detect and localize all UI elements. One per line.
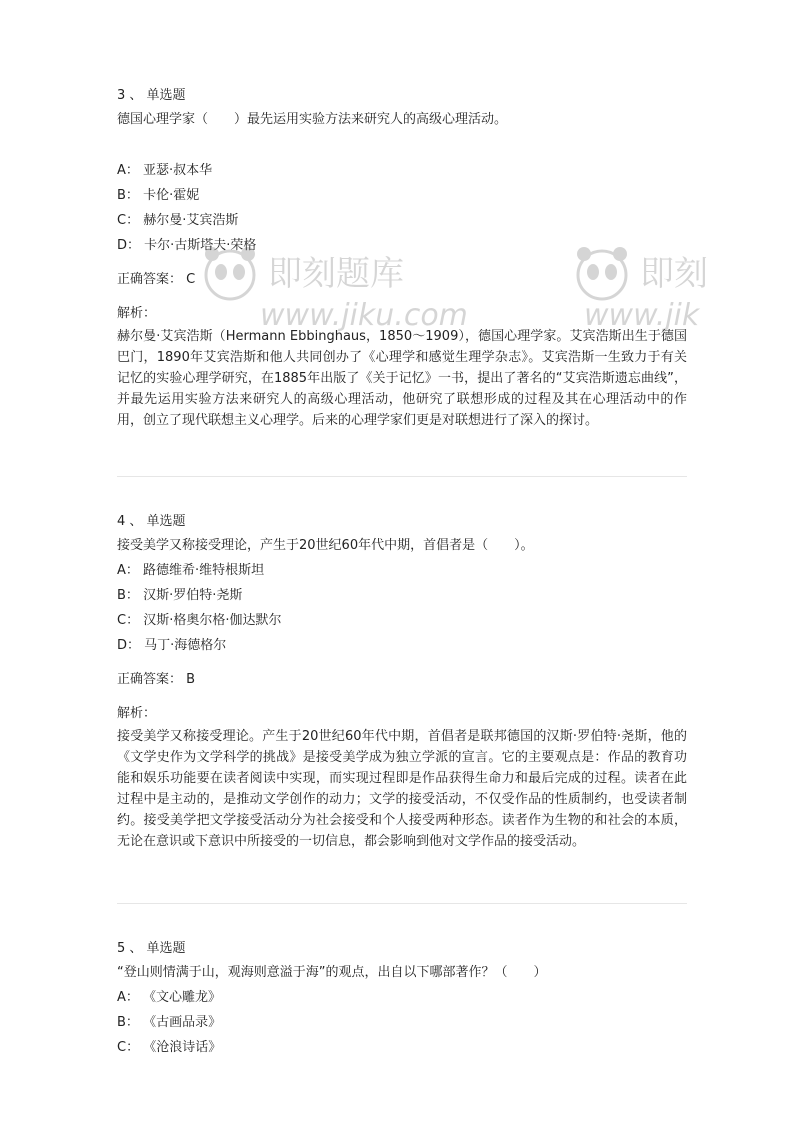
correct-answer: [117, 668, 687, 692]
answer-label: 正确答案：: [117, 272, 183, 287]
question-type: 3 、 单选题: [117, 88, 186, 103]
option-text: 《文心雕龙》: [143, 990, 222, 1005]
option-key: C：: [117, 613, 140, 628]
question-3: [117, 84, 687, 431]
analysis-text: 赫尔曼·艾宾浩斯（Hermann Ebbinghaus，1850～1909），德国心理学家。艾宾浩斯出生于德国巴门，1890年艾宾浩斯和他人共同创办了《心理学和感觉生理学杂志》。艾宾浩斯一生致力于有关记忆的实验心理学研究，在1885年出版了《关于记忆》一书，提出了著名的“艾宾浩斯遗忘曲线”，并最先运用实验方法来研究人的高级心理活动，他研究了联想形成的过程及其在心理活动中的作用，创立了现代联想主义心理学。后来的心理学家们更是对联想进行了深入的探讨。: [117, 329, 687, 428]
option-key: B：: [117, 588, 139, 603]
option-key: D：: [117, 238, 141, 253]
option-text: 汉斯·格奥尔格·伽达默尔: [143, 613, 282, 628]
option-d: [117, 633, 687, 658]
question-5: [117, 937, 687, 1060]
option-c: [117, 608, 687, 633]
option-b: [117, 1010, 687, 1035]
option-text: 亚瑟·叔本华: [143, 163, 213, 178]
question-divider: [117, 903, 687, 904]
analysis-label: 解析：: [117, 706, 157, 721]
watermark-url: www.jiku.com: [260, 298, 468, 333]
watermark-brand: 即刻题库: [268, 254, 404, 294]
answer-label: 正确答案：: [117, 672, 183, 687]
option-a: [117, 985, 687, 1010]
analysis-label: 解析：: [117, 306, 157, 321]
analysis-text: 接受美学又称接受理论。产生于20世纪60年代中期，首倡者是联邦德国的汉斯·罗伯特·尧斯，他的《文学史作为文学科学的挑战》是接受美学成为独立学派的宣言。它的主要观点是：作品的教育功能和娱乐功能要在读者阅读中实现，而实现过程即是作品获得生命力和最后完成的过程。读者在此过程中是主动的，是推动文学创作的动力；文学的接受活动，不仅受作品的性质制约，也受读者制约。接受美学把文学接受活动分为社会接受和个人接受两种形态。读者作为生物的和社会的本质，无论在意识或下意识中所接受的一切信息，都会影响到他对文学作品的接受活动。: [117, 729, 687, 849]
question-4: [117, 510, 687, 852]
option-c: [117, 1035, 687, 1060]
option-text: 卡伦·霍妮: [143, 188, 200, 203]
option-key: B：: [117, 1015, 139, 1030]
option-a: [117, 158, 687, 183]
option-key: A：: [117, 163, 139, 178]
option-key: A：: [117, 990, 139, 1005]
option-b: [117, 583, 687, 608]
answer-value: B: [186, 672, 196, 687]
option-text: 马丁·海德格尔: [144, 638, 227, 653]
watermark-url-partial: www.jik: [584, 298, 700, 333]
question-type: 5 、 单选题: [117, 941, 186, 956]
option-b: [117, 183, 687, 208]
question-stem: 接受美学又称接受理论，产生于20世纪60年代中期，首倡者是（ ）。: [117, 538, 534, 553]
question-type: 4 、 单选题: [117, 514, 186, 529]
question-stem: 德国心理学家（ ）最先运用实验方法来研究人的高级心理活动。: [117, 112, 508, 127]
question-stem: “登山则情满于山，观海则意溢于海”的观点，出自以下哪部著作？（ ）: [117, 965, 547, 980]
option-d: [117, 233, 687, 258]
option-key: C：: [117, 213, 140, 228]
answer-value: C: [186, 272, 196, 287]
watermark-brand-partial: 即刻: [640, 254, 708, 294]
option-a: [117, 558, 687, 583]
option-key: C：: [117, 1040, 140, 1055]
option-text: 《古画品录》: [143, 1015, 222, 1030]
option-text: 汉斯·罗伯特·尧斯: [143, 588, 243, 603]
option-text: 卡尔·古斯塔夫·荣格: [144, 238, 257, 253]
option-text: 路德维希·维特根斯坦: [143, 563, 265, 578]
correct-answer: [117, 268, 687, 292]
option-key: B：: [117, 188, 139, 203]
option-key: A：: [117, 563, 139, 578]
question-divider: [117, 476, 687, 477]
option-text: 赫尔曼·艾宾浩斯: [143, 213, 239, 228]
option-c: [117, 208, 687, 233]
option-key: D：: [117, 638, 141, 653]
option-text: 《沧浪诗话》: [143, 1040, 222, 1055]
